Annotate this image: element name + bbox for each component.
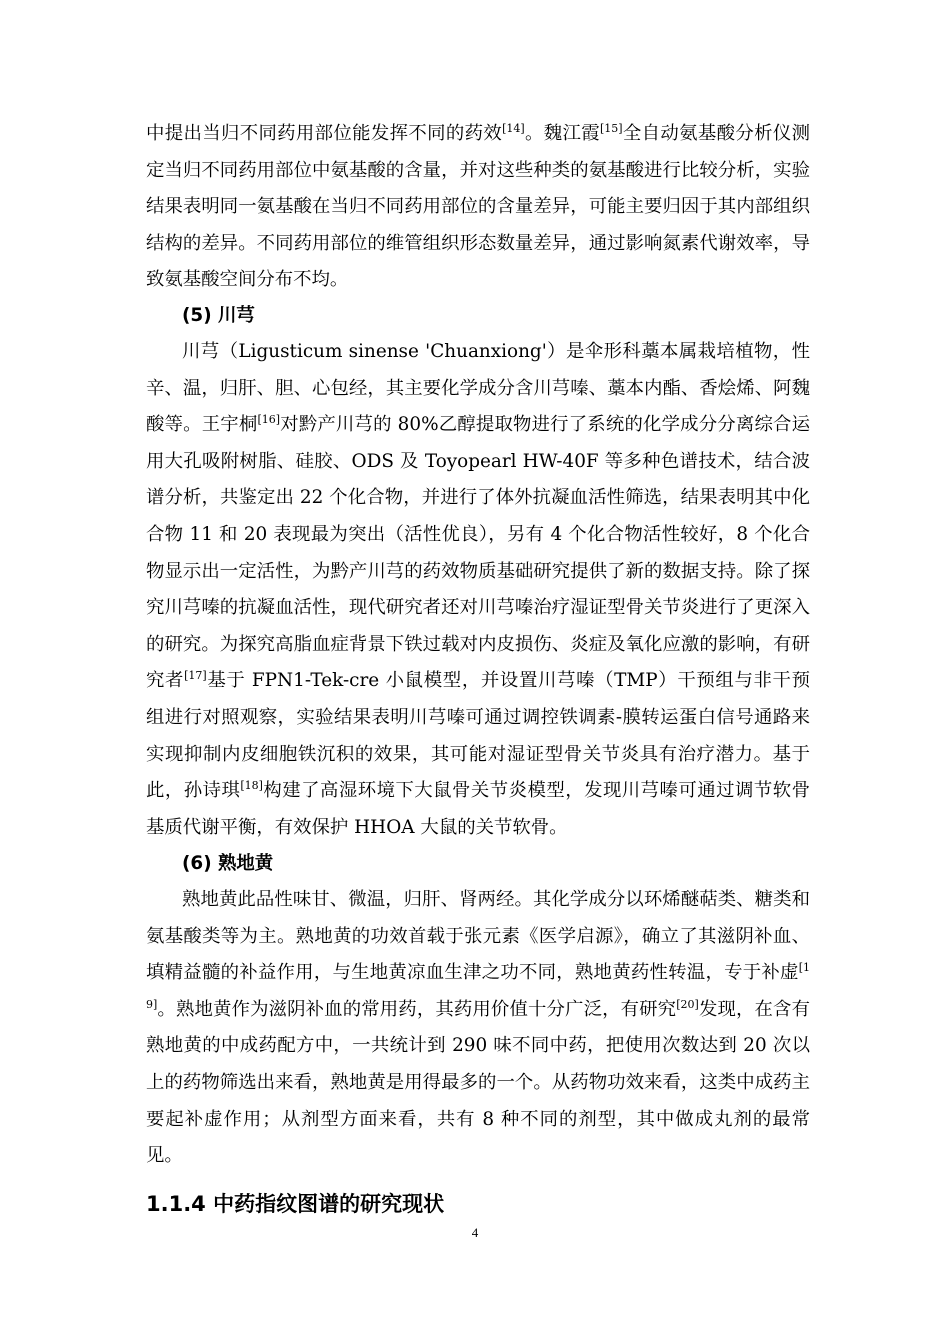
citation-ref: [18] bbox=[240, 779, 263, 792]
paragraph-chuanxiong bbox=[146, 334, 810, 846]
citation-ref: [14] bbox=[502, 121, 525, 135]
citation-ref: [17] bbox=[184, 669, 207, 683]
citation-ref: [20] bbox=[676, 997, 699, 1011]
paragraph-text: 。熟地黄作为滋阴补血的常用药，其药用价值十分广泛，有研究 bbox=[157, 998, 677, 1020]
paragraph-text: 熟地黄此品性味甘、微温，归肝、肾两经。其化学成分以环烯醚萜类、糖类和氨基酸类等为主。熟地黄的功效首载于张元素《医学启源》，确立了其滋阴补血、填精益髓的补益作用，与生地黄凉血生津之功不同，熟地黄药性转温，专于补虚 bbox=[146, 889, 810, 984]
paragraph-text: 基于 FPN1-Tek-cre 小鼠模型，并设置川芎嗪（TMP）干预组与非干预组进行对照观察，实验结果表明川芎嗪可通过调控铁调素-膜转运蛋白信号通路来实现抑制内皮细胞铁沉积的效果，其可能对湿证型骨关节炎具有治疗潜力。基于此，孙诗琪 bbox=[146, 670, 810, 802]
paragraph-text: 对黔产川芎的 80%乙醇提取物进行了系统的化学成分分离综合运用大孔吸附树脂、硅胶、ODS 及 Toyopearl HW-40F 等多种色谱技术，结合波谱分析，共鉴定出 22 个化合物，并进行了体外抗凝血活性筛选，结果表明其中化合物 11 和 20 表现最为突出（活性优良），另有 4 个化合物活性较好，8 个化合物显示出一定活性，为黔产川芎的药效物质基础研究提供了新的数据支持。除了探究川芎嗪的抗凝血活性，现代研究者还对川芎嗪治疗湿证型骨关节炎进行了更深入的研究。为探究高脂血症背景下铁过载对内皮损伤、炎症及氧化应激的影响，有研究者 bbox=[146, 414, 810, 692]
section-heading: 1.1.4 中药指纹图谱的研究现状 bbox=[146, 1192, 445, 1216]
subheading-shudihuang: (6) 熟地黄 bbox=[182, 853, 274, 874]
paragraph-text: 川芎（Ligusticum sinense 'Chuanxiong'）是伞形科藁本属栽培植物，性辛、温，归肝、胆、心包经，其主要化学成分含川芎嗪、藁本内酯、香烩烯、阿魏酸等。王宇桐 bbox=[146, 341, 810, 436]
subheading-chuanxiong: (5) 川芎 bbox=[182, 305, 255, 326]
paragraph-danggui-continued bbox=[146, 116, 810, 299]
paragraph-text: 构建了高湿环境下大鼠骨关节炎模型，发现川芎嗪可通过调节软骨基质代谢平衡，有效保护 HHOA 大鼠的关节软骨。 bbox=[146, 780, 810, 838]
citation-ref: [16] bbox=[257, 413, 281, 427]
paragraph-text: 中提出当归不同药用部位能发挥不同的药效 bbox=[146, 123, 503, 144]
paragraph-text: 发现，在含有熟地黄的中成药配方中，一共统计到 290 味不同中药，把使用次数达到 20 次以上的药物筛选出来看，熟地黄是用得最多的一个。从药物功效来看，这类中成药主要起补虚作用；从剂型方面来看，共有 8 种不同的剂型，其中做成丸剂的最常见。 bbox=[146, 998, 810, 1167]
paragraph-shudihuang bbox=[146, 882, 810, 1175]
page-number: 4 bbox=[471, 1225, 479, 1240]
citation-ref: [15] bbox=[599, 121, 623, 135]
citation-ref: [19] bbox=[146, 961, 810, 1011]
paragraph-text: 。魏江霞 bbox=[524, 123, 600, 144]
paragraph-text: 全自动氨基酸分析仪测定当归不同药用部位中氨基酸的含量，并对这些种类的氨基酸进行比较分析，实验结果表明同一氨基酸在当归不同药用部位的含量差异，可能主要归因于其内部组织结构的差异。不同药用部位的维管组织形态数量差异，通过影响氮素代谢效率，导致氨基酸空间分布不均。 bbox=[146, 123, 810, 291]
